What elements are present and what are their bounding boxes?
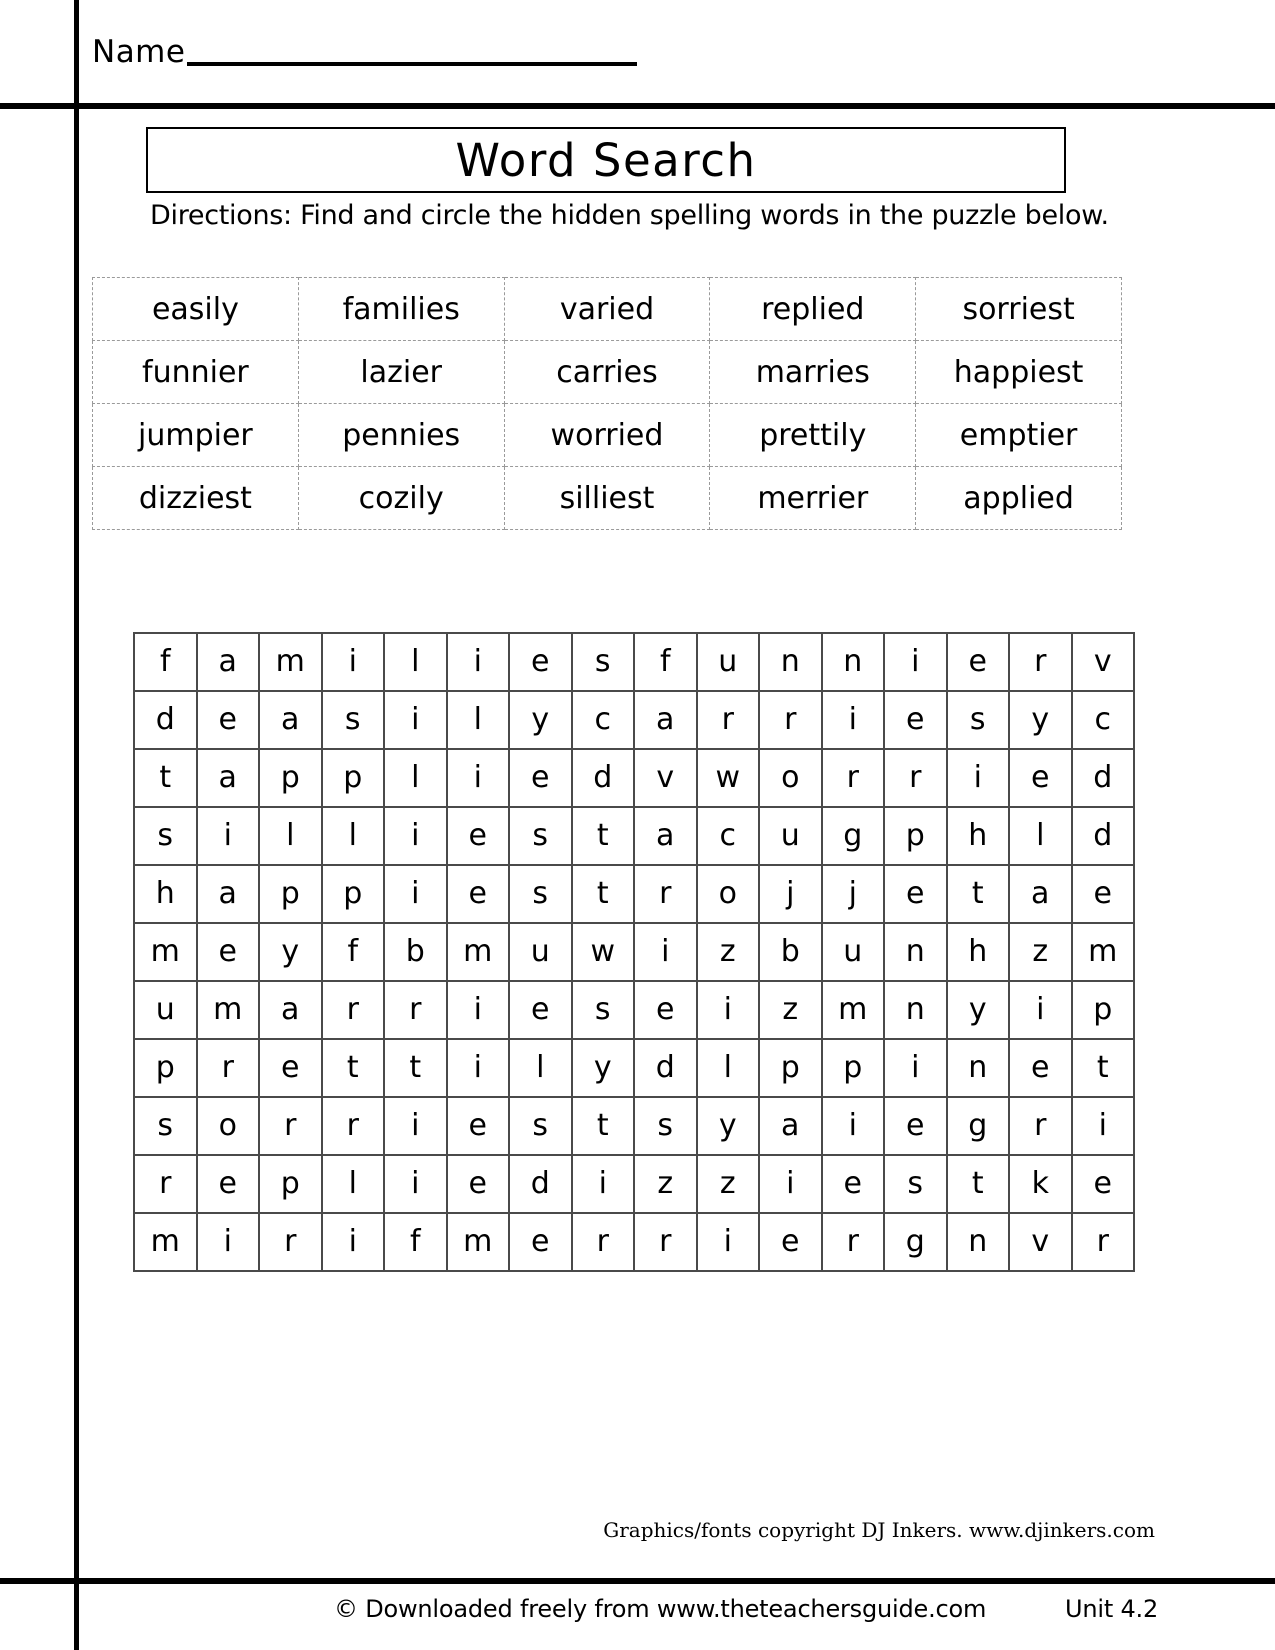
puzzle-cell[interactable]: u — [822, 923, 885, 981]
puzzle-cell[interactable]: y — [697, 1097, 760, 1155]
name-input-blank[interactable] — [187, 34, 637, 66]
word-list-cell: lazier — [298, 341, 504, 404]
puzzle-cell[interactable]: r — [822, 1213, 885, 1271]
puzzle-cell[interactable]: e — [634, 981, 697, 1039]
puzzle-cell[interactable]: i — [384, 1155, 447, 1213]
puzzle-cell[interactable]: m — [447, 923, 510, 981]
puzzle-cell[interactable]: e — [509, 633, 572, 691]
puzzle-cell[interactable]: y — [509, 691, 572, 749]
puzzle-cell[interactable]: n — [884, 923, 947, 981]
puzzle-cell[interactable]: i — [697, 1213, 760, 1271]
puzzle-cell[interactable]: t — [134, 749, 197, 807]
puzzle-cell[interactable]: w — [697, 749, 760, 807]
puzzle-cell[interactable]: o — [197, 1097, 260, 1155]
puzzle-cell[interactable]: i — [447, 981, 510, 1039]
puzzle-cell[interactable]: p — [884, 807, 947, 865]
puzzle-cell[interactable]: t — [572, 1097, 635, 1155]
puzzle-cell[interactable]: j — [822, 865, 885, 923]
puzzle-cell[interactable]: a — [259, 691, 322, 749]
dj-inkers-credit: Graphics/fonts copyright DJ Inkers. www.djinkers.com — [603, 1518, 1155, 1542]
puzzle-cell[interactable]: f — [322, 923, 385, 981]
puzzle-cell[interactable]: n — [822, 633, 885, 691]
puzzle-cell[interactable]: c — [572, 691, 635, 749]
puzzle-cell[interactable]: c — [697, 807, 760, 865]
word-list-cell: worried — [504, 404, 710, 467]
puzzle-cell[interactable]: n — [947, 1039, 1010, 1097]
puzzle-cell[interactable]: s — [572, 981, 635, 1039]
puzzle-cell[interactable]: e — [447, 1155, 510, 1213]
puzzle-cell[interactable]: m — [822, 981, 885, 1039]
puzzle-row — [134, 1155, 1134, 1213]
puzzle-cell[interactable]: d — [1072, 749, 1135, 807]
puzzle-cell[interactable]: t — [572, 807, 635, 865]
puzzle-row — [134, 1213, 1134, 1271]
puzzle-cell[interactable]: r — [634, 865, 697, 923]
puzzle-cell[interactable]: n — [759, 633, 822, 691]
puzzle-cell[interactable]: g — [947, 1097, 1010, 1155]
word-list-cell: funnier — [93, 341, 299, 404]
word-list-cell: dizziest — [93, 467, 299, 530]
word-list-cell: happiest — [916, 341, 1122, 404]
puzzle-cell[interactable]: v — [1072, 633, 1135, 691]
puzzle-cell[interactable]: r — [197, 1039, 260, 1097]
puzzle-cell[interactable]: i — [634, 923, 697, 981]
puzzle-cell[interactable]: a — [1009, 865, 1072, 923]
puzzle-cell[interactable]: d — [134, 691, 197, 749]
word-list-cell: pennies — [298, 404, 504, 467]
word-list-cell: sorriest — [916, 278, 1122, 341]
word-list-cell: easily — [93, 278, 299, 341]
unit-label: Unit 4.2 — [1065, 1595, 1159, 1623]
puzzle-cell[interactable]: e — [1072, 1155, 1135, 1213]
puzzle-row — [134, 1097, 1134, 1155]
puzzle-row — [134, 923, 1134, 981]
puzzle-cell[interactable]: d — [634, 1039, 697, 1097]
puzzle-cell[interactable]: a — [197, 633, 260, 691]
word-list-cell: marries — [710, 341, 916, 404]
puzzle-cell[interactable]: e — [197, 923, 260, 981]
puzzle-cell[interactable]: r — [134, 1155, 197, 1213]
puzzle-cell[interactable]: e — [1009, 1039, 1072, 1097]
puzzle-cell[interactable]: p — [259, 749, 322, 807]
puzzle-cell[interactable]: h — [134, 865, 197, 923]
puzzle-cell[interactable]: i — [822, 1097, 885, 1155]
left-margin-rule — [74, 0, 79, 1650]
word-list-cell: carries — [504, 341, 710, 404]
word-list-cell: families — [298, 278, 504, 341]
puzzle-cell[interactable]: e — [509, 981, 572, 1039]
puzzle-cell[interactable]: z — [1009, 923, 1072, 981]
puzzle-cell[interactable]: t — [322, 1039, 385, 1097]
puzzle-cell[interactable]: b — [384, 923, 447, 981]
puzzle-cell[interactable]: a — [634, 807, 697, 865]
puzzle-row — [134, 1039, 1134, 1097]
word-list-cell: prettily — [710, 404, 916, 467]
footer-divider-rule — [0, 1578, 1275, 1584]
puzzle-cell[interactable]: i — [884, 633, 947, 691]
puzzle-cell[interactable]: d — [1072, 807, 1135, 865]
header-divider-rule — [0, 103, 1275, 109]
puzzle-cell[interactable]: e — [884, 865, 947, 923]
puzzle-cell[interactable]: i — [447, 749, 510, 807]
puzzle-cell[interactable]: a — [759, 1097, 822, 1155]
puzzle-cell[interactable]: p — [134, 1039, 197, 1097]
puzzle-cell[interactable]: r — [1072, 1213, 1135, 1271]
puzzle-cell[interactable]: d — [509, 1155, 572, 1213]
word-list-row — [93, 341, 1122, 404]
directions-text: Directions: Find and circle the hidden spelling words in the puzzle below. — [150, 200, 1109, 231]
puzzle-cell[interactable]: r — [322, 981, 385, 1039]
puzzle-cell[interactable]: e — [447, 1097, 510, 1155]
puzzle-cell[interactable]: e — [1072, 865, 1135, 923]
download-credit: © Downloaded freely from www.theteachersguide.com — [334, 1595, 987, 1623]
puzzle-cell[interactable]: g — [822, 807, 885, 865]
puzzle-cell[interactable]: s — [572, 633, 635, 691]
puzzle-cell[interactable]: s — [947, 691, 1010, 749]
puzzle-cell[interactable]: e — [447, 807, 510, 865]
puzzle-cell[interactable]: i — [1009, 981, 1072, 1039]
puzzle-cell[interactable]: p — [822, 1039, 885, 1097]
word-list-cell: replied — [710, 278, 916, 341]
word-list-cell: silliest — [504, 467, 710, 530]
puzzle-cell[interactable]: s — [322, 691, 385, 749]
puzzle-cell[interactable]: m — [1072, 923, 1135, 981]
puzzle-cell[interactable]: i — [1072, 1097, 1135, 1155]
puzzle-cell[interactable]: i — [197, 1213, 260, 1271]
puzzle-cell[interactable]: i — [384, 1097, 447, 1155]
puzzle-cell[interactable]: p — [1072, 981, 1135, 1039]
puzzle-cell[interactable]: z — [697, 1155, 760, 1213]
puzzle-cell[interactable]: i — [384, 691, 447, 749]
puzzle-cell[interactable]: i — [447, 633, 510, 691]
page-title: Word Search — [455, 133, 757, 187]
puzzle-cell[interactable]: e — [822, 1155, 885, 1213]
puzzle-cell[interactable]: y — [259, 923, 322, 981]
puzzle-cell[interactable]: i — [697, 981, 760, 1039]
puzzle-cell[interactable]: l — [322, 1155, 385, 1213]
puzzle-cell[interactable]: p — [322, 749, 385, 807]
puzzle-cell[interactable]: f — [634, 633, 697, 691]
puzzle-cell[interactable]: i — [447, 1039, 510, 1097]
puzzle-cell[interactable]: m — [447, 1213, 510, 1271]
puzzle-cell[interactable]: i — [384, 865, 447, 923]
puzzle-cell[interactable]: k — [1009, 1155, 1072, 1213]
puzzle-cell[interactable]: p — [759, 1039, 822, 1097]
puzzle-cell[interactable]: t — [947, 1155, 1010, 1213]
word-list-cell: cozily — [298, 467, 504, 530]
puzzle-cell[interactable]: l — [447, 691, 510, 749]
puzzle-cell[interactable]: n — [884, 981, 947, 1039]
puzzle-cell[interactable]: h — [947, 923, 1010, 981]
puzzle-cell[interactable]: g — [884, 1213, 947, 1271]
word-search-grid — [133, 632, 1135, 1272]
puzzle-cell[interactable]: r — [884, 749, 947, 807]
puzzle-cell[interactable]: l — [697, 1039, 760, 1097]
puzzle-cell[interactable]: c — [1072, 691, 1135, 749]
puzzle-cell[interactable]: e — [197, 691, 260, 749]
puzzle-cell[interactable]: r — [1009, 1097, 1072, 1155]
puzzle-cell[interactable]: n — [947, 1213, 1010, 1271]
puzzle-cell[interactable]: t — [384, 1039, 447, 1097]
puzzle-cell[interactable]: a — [259, 981, 322, 1039]
puzzle-cell[interactable]: f — [384, 1213, 447, 1271]
puzzle-cell[interactable]: r — [259, 1213, 322, 1271]
puzzle-cell[interactable]: u — [509, 923, 572, 981]
puzzle-cell[interactable]: i — [884, 1039, 947, 1097]
word-list-row — [93, 278, 1122, 341]
puzzle-cell[interactable]: w — [572, 923, 635, 981]
puzzle-cell[interactable]: r — [259, 1097, 322, 1155]
puzzle-cell[interactable]: e — [509, 1213, 572, 1271]
puzzle-cell[interactable]: t — [1072, 1039, 1135, 1097]
puzzle-cell[interactable]: r — [572, 1213, 635, 1271]
puzzle-cell[interactable]: u — [134, 981, 197, 1039]
puzzle-cell[interactable]: s — [634, 1097, 697, 1155]
puzzle-cell[interactable]: a — [197, 865, 260, 923]
puzzle-cell[interactable]: l — [384, 633, 447, 691]
puzzle-cell[interactable]: i — [947, 749, 1010, 807]
word-list-cell: jumpier — [93, 404, 299, 467]
puzzle-cell[interactable]: y — [947, 981, 1010, 1039]
puzzle-cell[interactable]: s — [134, 1097, 197, 1155]
puzzle-cell[interactable]: m — [259, 633, 322, 691]
name-label: Name — [92, 34, 186, 70]
puzzle-cell[interactable]: r — [697, 691, 760, 749]
puzzle-cell[interactable]: z — [634, 1155, 697, 1213]
puzzle-cell[interactable]: m — [134, 923, 197, 981]
puzzle-cell[interactable]: i — [759, 1155, 822, 1213]
puzzle-cell[interactable]: e — [509, 749, 572, 807]
puzzle-cell[interactable]: s — [509, 807, 572, 865]
puzzle-cell[interactable]: h — [947, 807, 1010, 865]
title-box — [146, 127, 1066, 193]
puzzle-cell[interactable]: r — [322, 1097, 385, 1155]
puzzle-cell[interactable]: s — [509, 1097, 572, 1155]
puzzle-cell[interactable]: i — [197, 807, 260, 865]
puzzle-cell[interactable]: u — [697, 633, 760, 691]
word-list-cell: merrier — [710, 467, 916, 530]
puzzle-cell[interactable]: m — [197, 981, 260, 1039]
puzzle-cell[interactable]: e — [947, 633, 1010, 691]
puzzle-cell[interactable]: e — [1009, 749, 1072, 807]
puzzle-cell[interactable]: y — [1009, 691, 1072, 749]
puzzle-cell[interactable]: e — [447, 865, 510, 923]
puzzle-cell[interactable]: i — [384, 807, 447, 865]
puzzle-row — [134, 981, 1134, 1039]
puzzle-cell[interactable]: l — [259, 807, 322, 865]
puzzle-cell[interactable]: r — [822, 749, 885, 807]
puzzle-cell[interactable]: r — [634, 1213, 697, 1271]
puzzle-cell[interactable]: t — [947, 865, 1010, 923]
puzzle-cell[interactable]: p — [259, 1155, 322, 1213]
puzzle-cell[interactable]: y — [572, 1039, 635, 1097]
puzzle-row — [134, 691, 1134, 749]
puzzle-cell[interactable]: i — [322, 1213, 385, 1271]
word-list-table — [92, 277, 1122, 530]
puzzle-cell[interactable]: z — [759, 981, 822, 1039]
puzzle-cell[interactable]: i — [822, 691, 885, 749]
puzzle-cell[interactable]: a — [197, 749, 260, 807]
puzzle-cell[interactable]: r — [384, 981, 447, 1039]
puzzle-cell[interactable]: i — [572, 1155, 635, 1213]
puzzle-cell[interactable]: e — [884, 691, 947, 749]
puzzle-cell[interactable]: s — [884, 1155, 947, 1213]
puzzle-row — [134, 749, 1134, 807]
puzzle-cell[interactable]: r — [759, 691, 822, 749]
puzzle-row — [134, 807, 1134, 865]
puzzle-row — [134, 633, 1134, 691]
puzzle-cell[interactable]: a — [634, 691, 697, 749]
puzzle-cell[interactable]: e — [759, 1213, 822, 1271]
puzzle-cell[interactable]: r — [1009, 633, 1072, 691]
puzzle-cell[interactable]: f — [134, 633, 197, 691]
word-list-cell: emptier — [916, 404, 1122, 467]
word-list-row — [93, 467, 1122, 530]
puzzle-cell[interactable]: v — [634, 749, 697, 807]
puzzle-cell[interactable]: j — [759, 865, 822, 923]
word-list-row — [93, 404, 1122, 467]
puzzle-cell[interactable]: l — [509, 1039, 572, 1097]
puzzle-cell[interactable]: s — [134, 807, 197, 865]
puzzle-cell[interactable]: o — [697, 865, 760, 923]
puzzle-cell[interactable]: d — [572, 749, 635, 807]
puzzle-cell[interactable]: t — [572, 865, 635, 923]
puzzle-cell[interactable]: u — [759, 807, 822, 865]
puzzle-cell[interactable]: p — [259, 865, 322, 923]
puzzle-cell[interactable]: s — [509, 865, 572, 923]
name-field-row — [92, 34, 637, 70]
word-list-cell: varied — [504, 278, 710, 341]
puzzle-cell[interactable]: e — [197, 1155, 260, 1213]
puzzle-cell[interactable]: p — [322, 865, 385, 923]
puzzle-cell[interactable]: l — [384, 749, 447, 807]
puzzle-row — [134, 865, 1134, 923]
puzzle-cell[interactable]: z — [697, 923, 760, 981]
puzzle-cell[interactable]: o — [759, 749, 822, 807]
puzzle-cell[interactable]: e — [259, 1039, 322, 1097]
puzzle-cell[interactable]: e — [884, 1097, 947, 1155]
puzzle-cell[interactable]: m — [134, 1213, 197, 1271]
word-list-cell: applied — [916, 467, 1122, 530]
puzzle-cell[interactable]: v — [1009, 1213, 1072, 1271]
puzzle-cell[interactable]: l — [1009, 807, 1072, 865]
puzzle-cell[interactable]: i — [322, 633, 385, 691]
puzzle-cell[interactable]: b — [759, 923, 822, 981]
puzzle-cell[interactable]: l — [322, 807, 385, 865]
